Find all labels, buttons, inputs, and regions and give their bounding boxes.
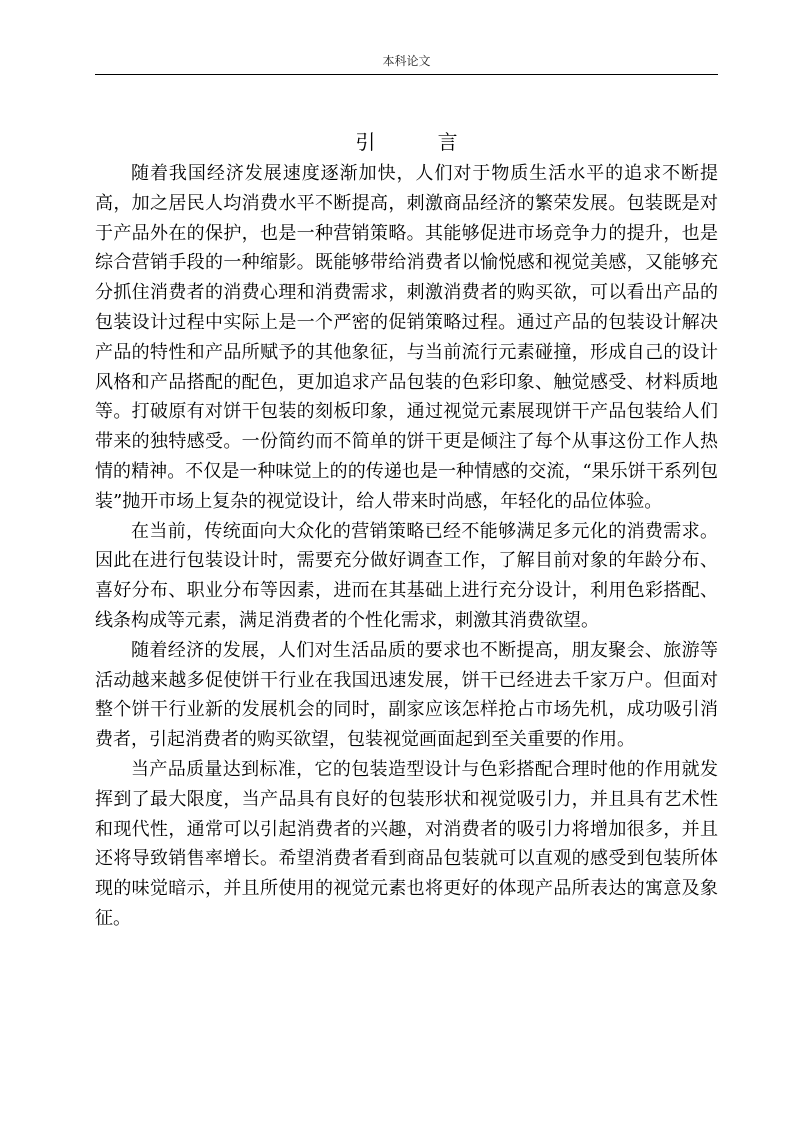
paragraph: 当产品质量达到标准，它的包装造型设计与色彩搭配合理时他的作用就发挥到了最大限度，当产品具有良好的包装形状和视觉吸引力，并且具有艺术性和现代性，通常可以引起消费者的兴趣，对消费者的吸引力将增加很多，并且还将导致销售率增长。希望消费者看到商品包装就可以直观的感受到包装所体现的味觉暗示，并且所使用的视觉元素也将更好的体现产品所表达的寓意及象征。 (95, 758, 718, 929)
paragraph: 随着经济的发展，人们对生活品质的要求也不断提高，朋友聚会、旅游等活动越来越多促使饼干行业在我国迅速发展，饼干已经进去千家万户。但面对整个饼干行业新的发展机会的同时，副家应该怎样抢占市场先机，成功吸引消费者，引起消费者的购买欲望，包装视觉画面起到至关重要的作用。 (95, 639, 718, 751)
paragraph: 随着我国经济发展速度逐渐加快，人们对于物质生活水平的追求不断提高，加之居民人均消费水平不断提高，刺激商品经济的繁荣发展。包装既是对于产品外在的保护，也是一种营销策略。其能够促进市场竞争力的提升，也是综合营销手段的一种缩影。既能够带给消费者以愉悦感和视觉美感，又能够充分抓住消费者的消费心理和消费需求，刺激消费者的购买欲，可以看出产品的包装设计过程中实际上是一个严密的促销策略过程。通过产品的包装设计解决产品的特性和产品所赋予的其他象征，与当前流行元素碰撞，形成自己的设计风格和产品搭配的配色，更加追求产品包装的色彩印象、触觉感受、材料质地等。打破原有对饼干包装的刻板印象，通过视觉元素展现饼干产品包装给人们带来的独特感受。一份简约而不简单的饼干更是倾注了每个从事这份工作人热情的精神。不仅是一种味觉上的的传递也是一种情感的交流，“果乐饼干系列包装”抛开市场上复杂的视觉设计，给人带来时尚感，年轻化的品位体验。 (95, 163, 718, 512)
paragraph: 在当前，传统面向大众化的营销策略已经不能够满足多元化的消费需求。因此在进行包装设计时，需要充分做好调查工作，了解目前对象的年龄分布、喜好分布、职业分布等因素，进而在其基础上进行充分设计，利用色彩搭配、线条构成等元素，满足消费者的个性化需求，刺激其消费欲望。 (95, 520, 718, 631)
header-rule (95, 74, 718, 75)
running-header: 本科论文 (382, 54, 431, 68)
body-text (95, 159, 718, 934)
section-title: 引 言 (355, 130, 486, 154)
